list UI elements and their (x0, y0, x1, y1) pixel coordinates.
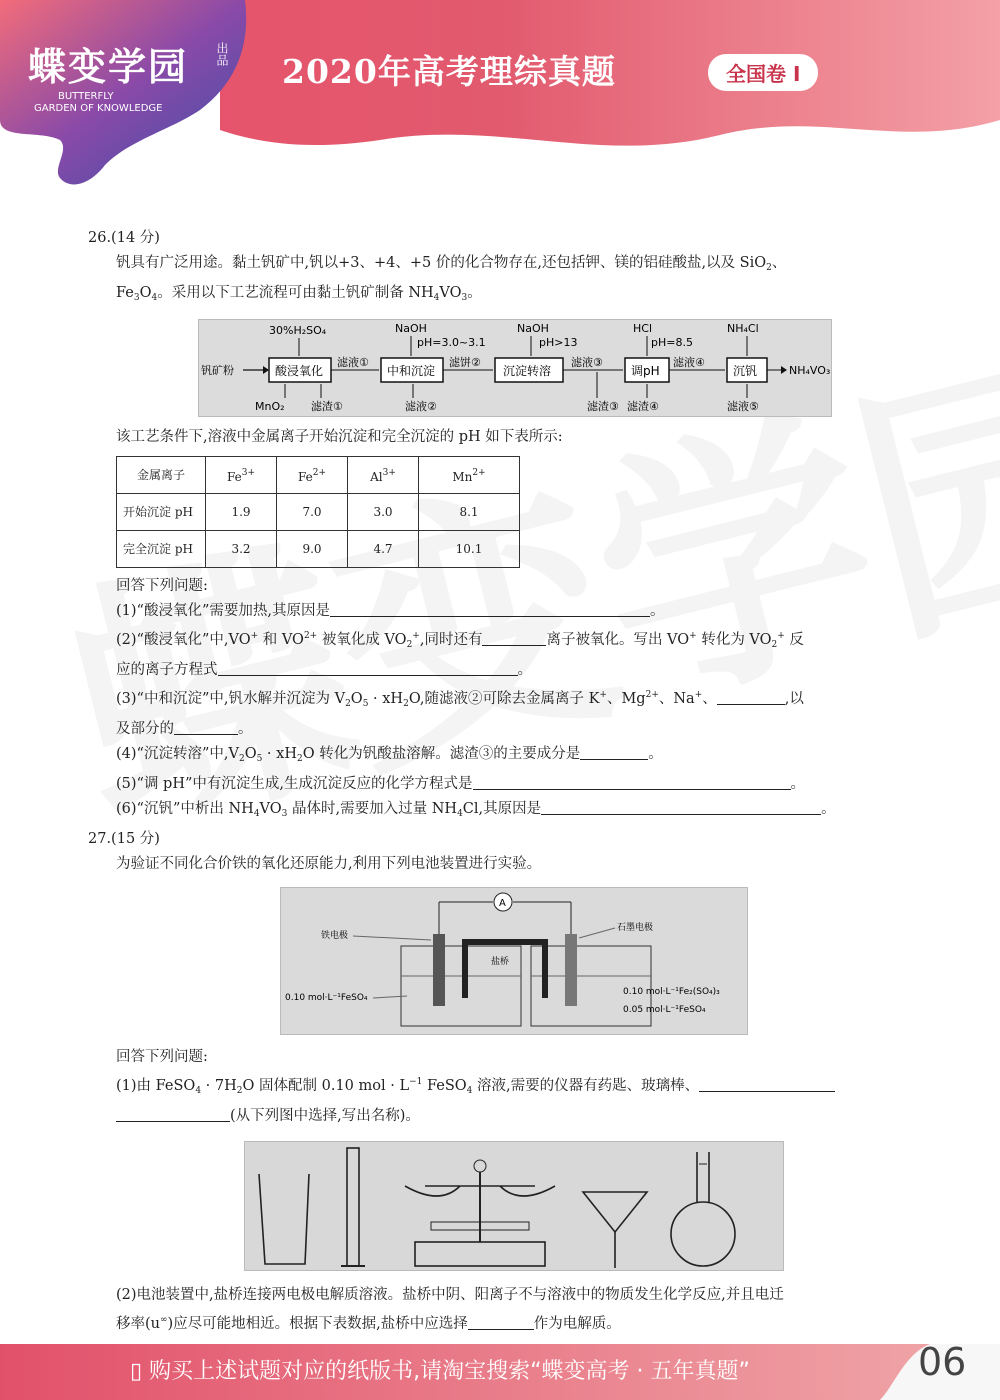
q27-sub-1: (1)由 FeSO$_4$ · $7H_2O$ 固体配制 0.10 mol · $L^{-1}$ FeSO$_4$ 溶液,需要的仪器有药匙、玻璃棒、 (116, 1070, 918, 1104)
step-5-label: 沉钒 (733, 364, 758, 378)
left-solution-label: 0.10 mol·L⁻¹FeSO₄ (285, 993, 368, 1003)
q26-sub-1: (1)“酸浸氧化”需要加热,其原因是 。 (116, 599, 918, 624)
q27-sub-2-line-1: (2)电池装置中,盐桥连接两电极电解质溶液。盐桥中阴、阳离子不与溶液中的物质发生化学反应,并且电迁 (116, 1287, 784, 1303)
flow-feed: 钒矿粉 (201, 364, 234, 377)
document-title: 2020年高考理综真题 (282, 52, 616, 91)
brand-name: 蝶变学园 (28, 45, 189, 89)
answer-blank[interactable] (174, 718, 238, 735)
left-electrode-label: 铁电极 (321, 931, 349, 941)
answer-blank[interactable] (580, 743, 648, 760)
row-label: 开始沉淀 pH (117, 494, 206, 531)
table-intro: 该工艺条件下,溶液中金属离子开始沉淀和完全沉淀的 pH 如下表所示: (116, 429, 563, 445)
q26-number: 26.(14 分) (88, 230, 160, 246)
table-cell: 9.0 (277, 531, 348, 568)
step-4-label: 调pH (631, 364, 660, 378)
step-3-label: 沉淀转溶 (503, 364, 552, 378)
reagent-3: NaOH (517, 322, 549, 335)
table-cell: 10.1 (419, 531, 520, 568)
table-row (117, 494, 520, 531)
brand-en-line-1: BUTTERFLY (58, 91, 114, 102)
mid-3: 滤液③ (571, 356, 603, 369)
brand-logo (28, 36, 238, 115)
iron-electrode (433, 934, 445, 1006)
residue-5: 滤液⑤ (727, 400, 759, 413)
page-number: 06 (918, 1340, 967, 1384)
answer-blank[interactable] (541, 798, 821, 815)
q26-sub-6: (6)“沉钒”中析出 $NH_4VO_3$ 晶体时,需要加入过量 $NH_4Cl$,其原因是 。 (116, 797, 918, 827)
q26-sub-2: (2)“酸浸氧化”中,VO+ 和 $VO^{2+}$ 被氧化成 $VO_2^+$,同时还有 离子被氧化。写出 VO+ 转化为 $VO_2^+$ 反 (116, 631, 804, 650)
graphite-electrode (565, 934, 577, 1006)
ion-fe3: $Fe^{3+}$ (206, 457, 277, 494)
reagent-3-cond: pH>13 (539, 336, 578, 349)
header-label: 金属离子 (117, 457, 206, 494)
volumetric-flask-icon (671, 1152, 735, 1266)
right-solution-label-1: 0.10 mol·L⁻¹Fe₂(SO₄)₃ (623, 987, 720, 997)
reagent-1: 30%H₂SO₄ (269, 324, 327, 337)
reagent-4: HCl (633, 322, 653, 335)
graduated-cylinder-icon (347, 1148, 359, 1266)
mid-2: 滤饼② (449, 356, 481, 369)
flow-product: NH₄VO₃ (789, 364, 831, 377)
table-cell: 3.0 (348, 494, 419, 531)
q26-sub-2-line-2: 应的离子方程式 。 (116, 658, 918, 683)
ion-fe2: $Fe^{2+}$ (277, 457, 348, 494)
answer-blank[interactable] (468, 1313, 534, 1330)
mid-4: 滤液④ (673, 356, 705, 369)
step-2-label: 中和沉淀 (387, 364, 436, 378)
right-electrode-label: 石墨电极 (617, 923, 654, 933)
table-row (117, 531, 520, 568)
residue-4: 滤渣④ (627, 400, 659, 413)
mid-1: 滤液① (337, 356, 369, 369)
reagent-2-cond: pH=3.0~3.1 (417, 336, 486, 349)
q26-answer-prompt: 回答下列问题: (116, 578, 208, 594)
residue-3: 滤渣③ (587, 400, 619, 413)
q26-intro-line-2: $Fe_3O_4$。采用以下工艺流程可由黏土钒矿制备 $NH_4VO_3$。 (116, 285, 482, 303)
battery-diagram (280, 887, 748, 1035)
table-cell: 7.0 (277, 494, 348, 531)
q27-sub-2-line-2: 移率(u∞)应尽可能地相近。根据下表数据,盐桥中应选择 作为电解质。 (116, 1315, 621, 1332)
book-icon: ▯ (130, 1359, 150, 1384)
answer-blank[interactable] (116, 1105, 230, 1122)
step-1-label: 酸浸氧化 (275, 364, 324, 378)
q26-intro-line-1: 钒具有广泛用途。黏土钒矿中,钒以+3、+4、+5 价的化合物存在,还包括钾、镁的铝硅酸盐,以及 SiO$_2$、 (116, 255, 787, 273)
ammeter-label: A (499, 898, 506, 909)
answer-blank[interactable] (330, 600, 650, 617)
funnel-icon (583, 1192, 647, 1232)
q27-intro: 为验证不同化合价铁的氧化还原能力,利用下列电池装置进行实验。 (116, 856, 542, 872)
page-header (0, 0, 1000, 200)
question-content (88, 226, 918, 1337)
apparatus-diagram (244, 1141, 784, 1271)
right-solution-label-2: 0.05 mol·L⁻¹FeSO₄ (623, 1005, 706, 1015)
side-mno2: MnO₂ (255, 400, 285, 413)
brand-en-line-2: GARDEN OF KNOWLEDGE (34, 103, 163, 114)
table-header-row (117, 457, 520, 494)
footer-promo: ▯ 购买上述试题对应的纸版书,请淘宝搜索“蝶变高考 · 五年真题” (130, 1359, 750, 1384)
table-cell: 1.9 (206, 494, 277, 531)
ph-table (116, 456, 520, 568)
answer-blank[interactable] (717, 688, 785, 705)
q27-answer-prompt: 回答下列问题: (116, 1049, 208, 1065)
process-flow-svg (199, 320, 831, 416)
q26-sub-4: (4)“沉淀转溶”中$,V_2O_5 \cdot xH_2O$ 转化为钒酸盐溶解。滤渣③的主要成分是 。 (116, 742, 918, 772)
salt-bridge-label: 盐桥 (491, 957, 510, 967)
answer-blank[interactable] (473, 773, 791, 790)
q26-sub-3: (3)“中和沉淀”中,钒水解并沉淀为 $V_2O_5 \cdot xH_2O$,随滤液②可除去金属离子 K+、$Mg^{2+}$、Na+、 ,以 (116, 690, 804, 709)
answer-blank[interactable] (482, 629, 546, 646)
battery-svg (281, 888, 747, 1034)
brand-mark: 出品 (215, 42, 229, 66)
balance-icon (405, 1160, 555, 1266)
q27-sub-1-line-2: (从下列图中选择,写出名称)。 (116, 1104, 918, 1129)
reagent-4-cond: pH=8.5 (651, 336, 693, 349)
exam-badge: 全国卷 I (708, 54, 818, 91)
table-cell: 4.7 (348, 531, 419, 568)
answer-blank[interactable] (218, 659, 518, 676)
table-cell: 3.2 (206, 531, 277, 568)
reagent-5: NH₄Cl (727, 322, 759, 335)
beaker-icon (259, 1174, 309, 1264)
ion-al3: $Al^{3+}$ (348, 457, 419, 494)
process-flow-diagram (198, 319, 832, 417)
row-label: 完全沉淀 pH (117, 531, 206, 568)
residue-1: 滤渣① (311, 400, 343, 413)
q26-sub-3-line-2: 及部分的 。 (116, 717, 918, 742)
salt-bridge (465, 942, 545, 998)
ion-mn2: $Mn^{2+}$ (419, 457, 520, 494)
q27-number: 27.(15 分) (88, 831, 160, 847)
apparatus-svg (245, 1142, 783, 1270)
q26-sub-5: (5)“调 pH”中有沉淀生成,生成沉淀反应的化学方程式是 。 (116, 772, 918, 797)
answer-blank[interactable] (699, 1075, 835, 1092)
reagent-2: NaOH (395, 322, 427, 335)
residue-2: 滤液② (405, 400, 437, 413)
table-cell: 8.1 (419, 494, 520, 531)
